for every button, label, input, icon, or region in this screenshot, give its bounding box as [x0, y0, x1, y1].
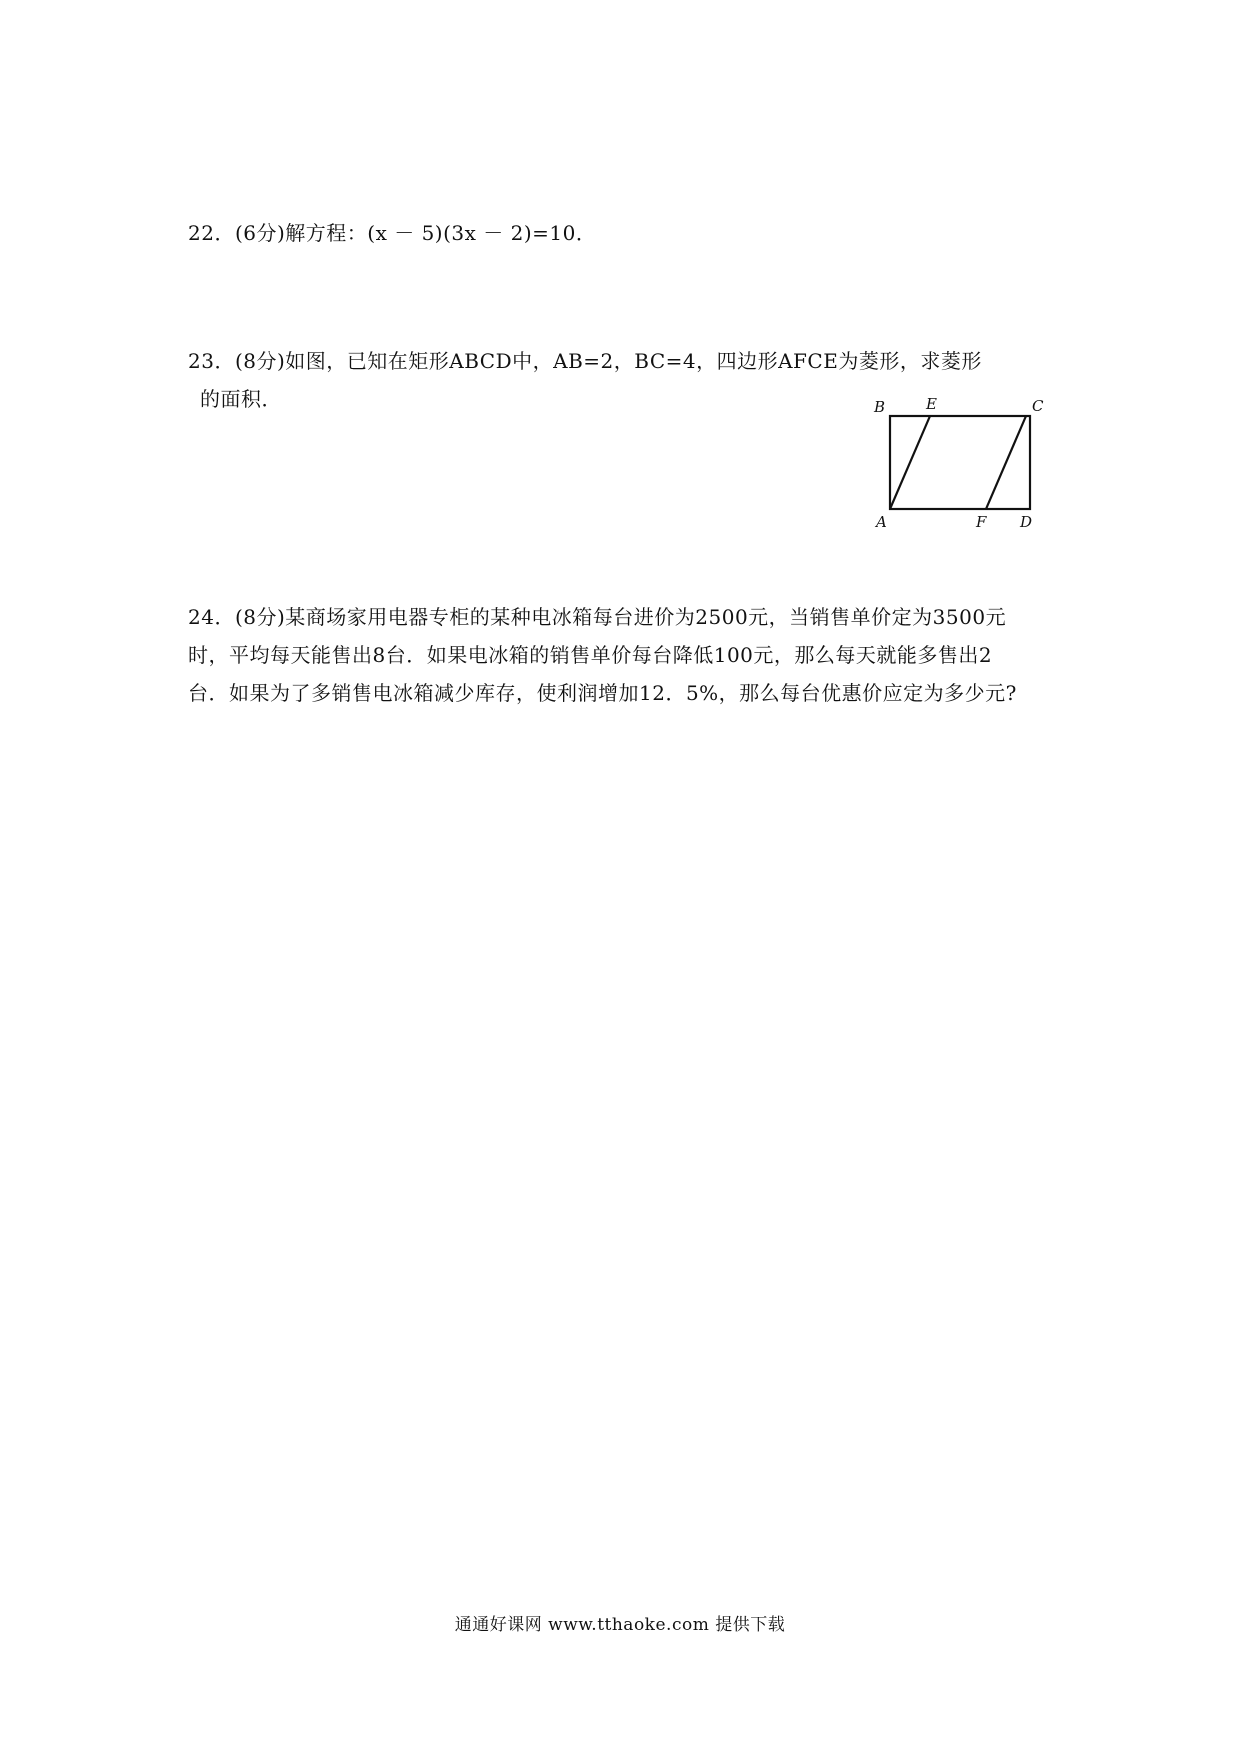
label-b: B — [874, 398, 886, 416]
label-f: F — [976, 513, 987, 531]
rectangle-rhombus-figure — [862, 395, 1062, 535]
label-d: D — [1020, 513, 1033, 531]
figure-svg — [862, 395, 1062, 535]
question-24-line-3: 台．如果为了多销售电冰箱减少库存，使利润增加12．5%，那么每台优惠价应定为多少元? — [188, 681, 1017, 705]
question-24-line-1: 24．(8分)某商场家用电器专柜的某种电冰箱每台进价为2500元，当销售单价定为3500元 — [188, 605, 1007, 629]
question-23-line-2: 的面积． — [200, 387, 282, 411]
page-footer — [0, 1610, 1240, 1635]
label-e: E — [926, 395, 937, 413]
segment-ae — [890, 416, 930, 509]
footer-text: 通通好课网 www.tthaoke.com 提供下载 — [454, 1615, 786, 1635]
question-23-line-1: 23．(8分)如图，已知在矩形ABCD中，AB=2，BC=4，四边形AFCE为菱形，求菱形 — [188, 349, 982, 373]
question-24-line-2: 时，平均每天能售出8台．如果电冰箱的销售单价每台降低100元，那么每天就能多售出2 — [188, 643, 993, 667]
question-22 — [188, 214, 596, 252]
question-22-text: 22．(6分)解方程：(x － 5)(3x － 2)=10． — [188, 221, 597, 245]
question-24 — [188, 598, 1068, 712]
label-a: A — [876, 513, 887, 531]
segment-fc — [986, 416, 1026, 509]
label-c: C — [1032, 397, 1044, 415]
